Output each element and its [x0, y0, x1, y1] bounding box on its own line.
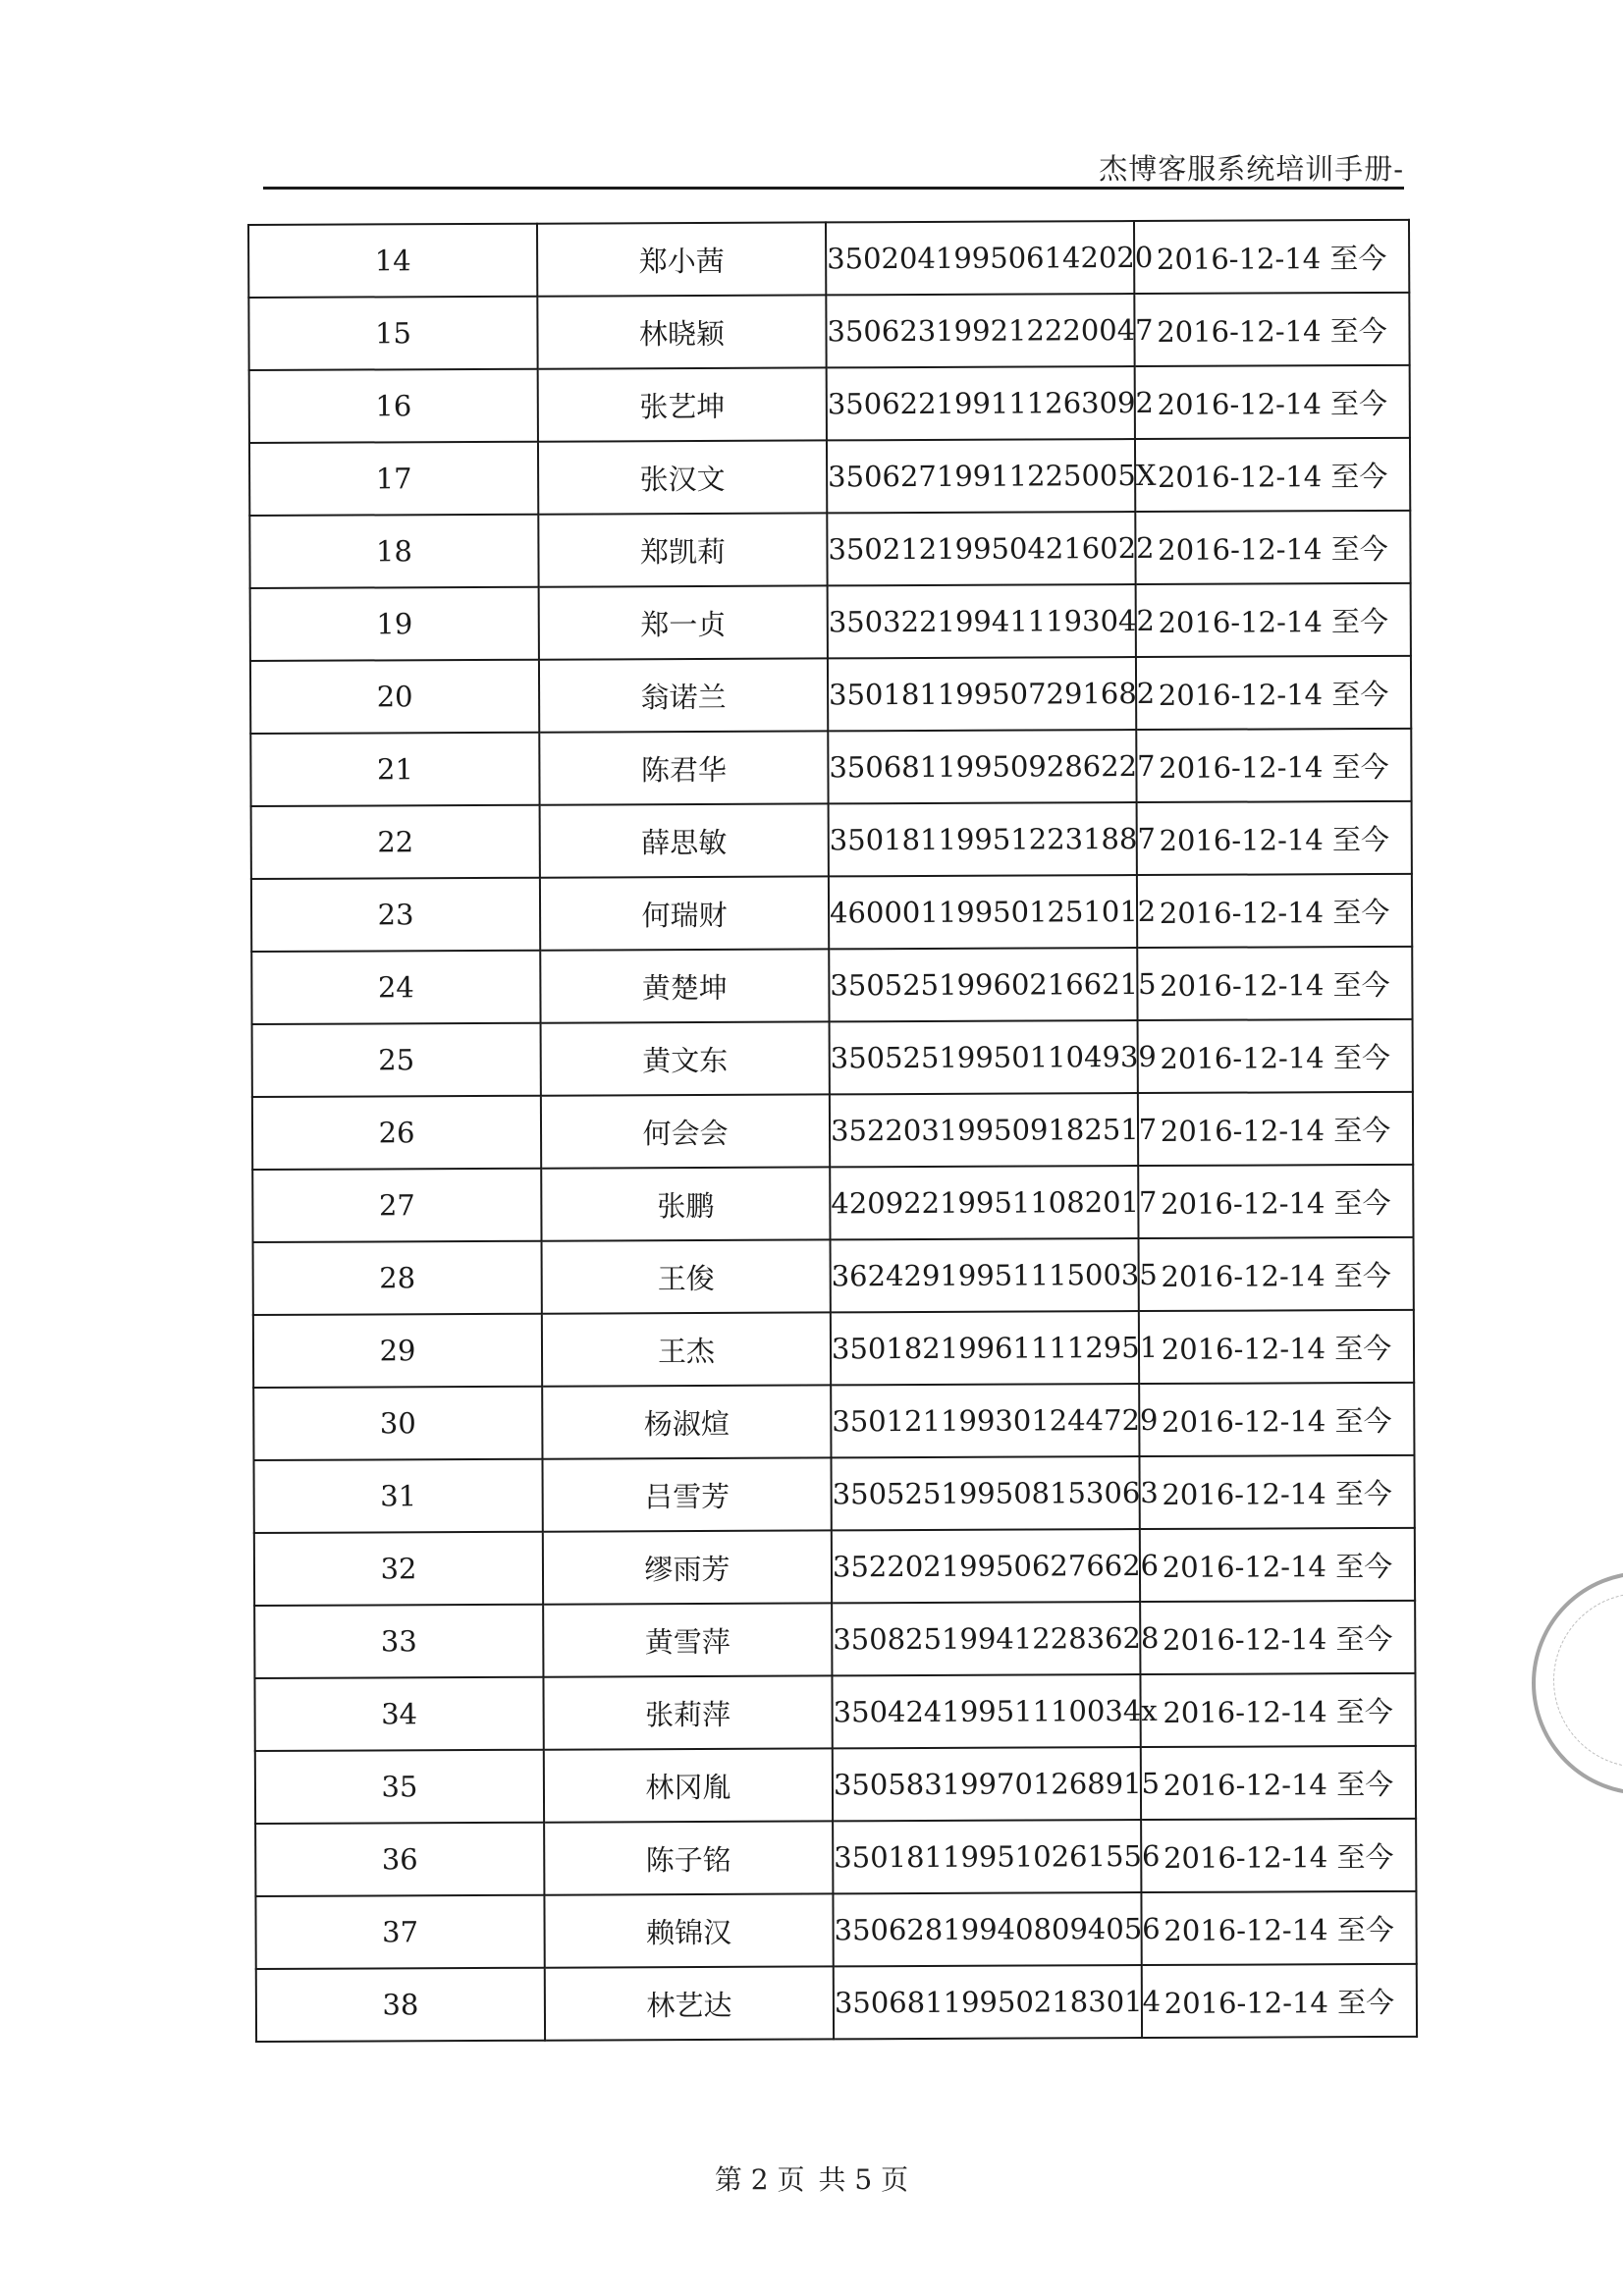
- table-row: [253, 1455, 1414, 1533]
- table-row: [255, 1819, 1416, 1896]
- row-index-cell: 25: [252, 1023, 541, 1097]
- row-index-cell: 24: [251, 951, 540, 1024]
- row-index-cell: 32: [254, 1532, 543, 1606]
- page-number: 第 2 页: [714, 2163, 805, 2196]
- person-name-cell: 杨淑煊: [542, 1385, 831, 1458]
- row-index-cell: 28: [253, 1241, 542, 1315]
- date-range-cell: 2016-12-14 至今: [1135, 365, 1410, 439]
- table-row: [253, 1237, 1414, 1315]
- date-range-cell: 2016-12-14 至今: [1139, 1310, 1414, 1384]
- id-number-cell: 350628199408094056: [833, 1892, 1141, 1966]
- date-range-cell: 2016-12-14 至今: [1136, 583, 1411, 657]
- id-number-cell: 350182199611112951: [831, 1311, 1139, 1385]
- row-index-cell: 14: [248, 224, 537, 298]
- person-name-cell: 黄雪萍: [543, 1603, 832, 1676]
- table-row: [253, 1310, 1414, 1388]
- person-name-cell: 郑凯莉: [538, 513, 827, 586]
- id-number-cell: 350622199111263092: [827, 366, 1135, 440]
- person-name-cell: 张艺坤: [538, 367, 827, 441]
- table-row: [254, 1601, 1415, 1678]
- date-range-cell: 2016-12-14 至今: [1137, 947, 1412, 1020]
- row-index-cell: 37: [255, 1895, 544, 1969]
- table-row: [253, 1383, 1414, 1460]
- person-name-cell: 林艺达: [545, 1966, 834, 2040]
- table-row: [254, 1673, 1415, 1751]
- staff-table-container: [247, 219, 1416, 2043]
- person-name-cell: 陈子铭: [544, 1821, 833, 1894]
- table-row: [255, 1891, 1416, 1969]
- row-index-cell: 29: [253, 1314, 542, 1388]
- date-range-cell: 2016-12-14 至今: [1142, 1964, 1417, 2038]
- table-row: [256, 1964, 1417, 2042]
- table-row: [249, 511, 1410, 588]
- id-number-cell: 350322199411193042: [828, 584, 1136, 658]
- row-index-cell: 31: [253, 1459, 542, 1533]
- id-number-cell: 350825199412283628: [832, 1602, 1140, 1675]
- date-range-cell: 2016-12-14 至今: [1141, 1819, 1416, 1892]
- person-name-cell: 何瑞财: [540, 876, 829, 950]
- person-name-cell: 郑一贞: [539, 585, 828, 659]
- person-name-cell: 翁诺兰: [539, 658, 828, 732]
- staff-table: [247, 219, 1418, 2043]
- person-name-cell: 黄楚坤: [540, 949, 829, 1022]
- person-name-cell: 郑小茜: [537, 222, 826, 296]
- date-range-cell: 2016-12-14 至今: [1139, 1455, 1414, 1529]
- company-seal-stamp: [1532, 1571, 1623, 1795]
- row-index-cell: 19: [250, 587, 539, 661]
- row-index-cell: 27: [252, 1169, 541, 1242]
- date-range-cell: 2016-12-14 至今: [1135, 511, 1410, 584]
- page-header: [263, 137, 1404, 190]
- person-name-cell: 薛思敏: [540, 803, 829, 877]
- id-number-cell: 350212199504216022: [827, 512, 1135, 585]
- date-range-cell: 2016-12-14 至今: [1139, 1237, 1414, 1311]
- row-index-cell: 20: [250, 660, 539, 734]
- date-range-cell: 2016-12-14 至今: [1141, 1746, 1416, 1820]
- seal-inner-ring: [1553, 1593, 1623, 1768]
- id-number-cell: 35062719911225005X: [827, 439, 1135, 513]
- row-index-cell: 23: [251, 878, 540, 952]
- table-row: [249, 438, 1410, 516]
- id-number-cell: 350623199212220047: [826, 294, 1134, 367]
- person-name-cell: 王俊: [542, 1239, 831, 1313]
- table-row: [255, 1746, 1416, 1824]
- row-index-cell: 17: [249, 442, 538, 516]
- page-total: 共 5 页: [818, 2163, 909, 2196]
- date-range-cell: 2016-12-14 至今: [1136, 729, 1411, 802]
- table-row: [250, 729, 1411, 806]
- table-row: [252, 1019, 1413, 1097]
- date-range-cell: 2016-12-14 至今: [1141, 1891, 1416, 1965]
- person-name-cell: 张汉文: [538, 440, 827, 514]
- date-range-cell: 2016-12-14 至今: [1137, 874, 1412, 948]
- person-name-cell: 吕雪芳: [542, 1457, 831, 1531]
- table-row: [248, 293, 1409, 370]
- id-number-cell: 350583199701268915: [833, 1747, 1141, 1821]
- person-name-cell: 黄文东: [541, 1021, 830, 1095]
- table-row: [254, 1528, 1415, 1606]
- person-name-cell: 赖锦汉: [544, 1893, 833, 1967]
- id-number-cell: 350181199512231887: [829, 802, 1137, 876]
- table-row: [249, 365, 1410, 443]
- id-number-cell: 350204199506142020: [826, 221, 1134, 295]
- row-index-cell: 21: [250, 733, 539, 806]
- person-name-cell: 王杰: [542, 1312, 831, 1386]
- id-number-cell: 350681199509286227: [828, 730, 1136, 803]
- table-row: [250, 656, 1411, 734]
- id-number-cell: 350181199510261556: [833, 1820, 1141, 1893]
- date-range-cell: 2016-12-14 至今: [1134, 293, 1409, 366]
- id-number-cell: 420922199511082017: [830, 1166, 1138, 1239]
- id-number-cell: 352202199506276626: [832, 1529, 1140, 1603]
- person-name-cell: 张莉萍: [543, 1675, 832, 1749]
- staff-table-body: [248, 220, 1417, 2042]
- person-name-cell: 林冈胤: [544, 1748, 833, 1822]
- table-row: [251, 801, 1412, 879]
- person-name-cell: 何会会: [541, 1094, 830, 1168]
- page-footer: [0, 2159, 1623, 2198]
- person-name-cell: 林晓颖: [537, 295, 826, 368]
- table-row: [252, 1165, 1413, 1242]
- date-range-cell: 2016-12-14 至今: [1136, 656, 1411, 730]
- table-row: [248, 220, 1409, 298]
- date-range-cell: 2016-12-14 至今: [1140, 1528, 1415, 1602]
- id-number-cell: 350681199502183014: [834, 1965, 1142, 2039]
- table-row: [252, 1092, 1413, 1170]
- date-range-cell: 2016-12-14 至今: [1139, 1383, 1414, 1456]
- id-number-cell: 350121199301244729: [831, 1384, 1139, 1457]
- row-index-cell: 22: [251, 805, 540, 879]
- date-range-cell: 2016-12-14 至今: [1140, 1601, 1415, 1674]
- row-index-cell: 35: [255, 1750, 544, 1824]
- row-index-cell: 33: [254, 1605, 543, 1678]
- person-name-cell: 缪雨芳: [543, 1530, 832, 1604]
- row-index-cell: 36: [255, 1823, 544, 1896]
- date-range-cell: 2016-12-14 至今: [1137, 801, 1412, 875]
- row-index-cell: 30: [253, 1387, 542, 1460]
- date-range-cell: 2016-12-14 至今: [1135, 438, 1410, 512]
- id-number-cell: 460001199501251012: [829, 875, 1137, 949]
- row-index-cell: 38: [256, 1968, 545, 2042]
- person-name-cell: 张鹏: [541, 1167, 830, 1240]
- id-number-cell: 350525199602166215: [829, 948, 1137, 1021]
- id-number-cell: 362429199511150035: [831, 1238, 1139, 1312]
- row-index-cell: 18: [249, 515, 538, 588]
- id-number-cell: 350181199507291682: [828, 657, 1136, 731]
- id-number-cell: 350525199508153063: [831, 1456, 1139, 1530]
- table-row: [251, 947, 1412, 1024]
- document-title: 杰博客服系统培训手册-: [1099, 152, 1404, 186]
- row-index-cell: 15: [248, 297, 537, 370]
- date-range-cell: 2016-12-14 至今: [1138, 1019, 1413, 1093]
- table-row: [250, 583, 1411, 661]
- row-index-cell: 26: [252, 1096, 541, 1170]
- date-range-cell: 2016-12-14 至今: [1138, 1165, 1413, 1238]
- row-index-cell: 16: [249, 369, 538, 443]
- row-index-cell: 34: [254, 1677, 543, 1751]
- date-range-cell: 2016-12-14 至今: [1134, 220, 1409, 294]
- table-row: [251, 874, 1412, 952]
- id-number-cell: 35042419951110034x: [832, 1674, 1140, 1748]
- date-range-cell: 2016-12-14 至今: [1140, 1673, 1415, 1747]
- date-range-cell: 2016-12-14 至今: [1138, 1092, 1413, 1166]
- id-number-cell: 352203199509182517: [830, 1093, 1138, 1167]
- person-name-cell: 陈君华: [539, 731, 828, 804]
- id-number-cell: 350525199501104939: [830, 1020, 1138, 1094]
